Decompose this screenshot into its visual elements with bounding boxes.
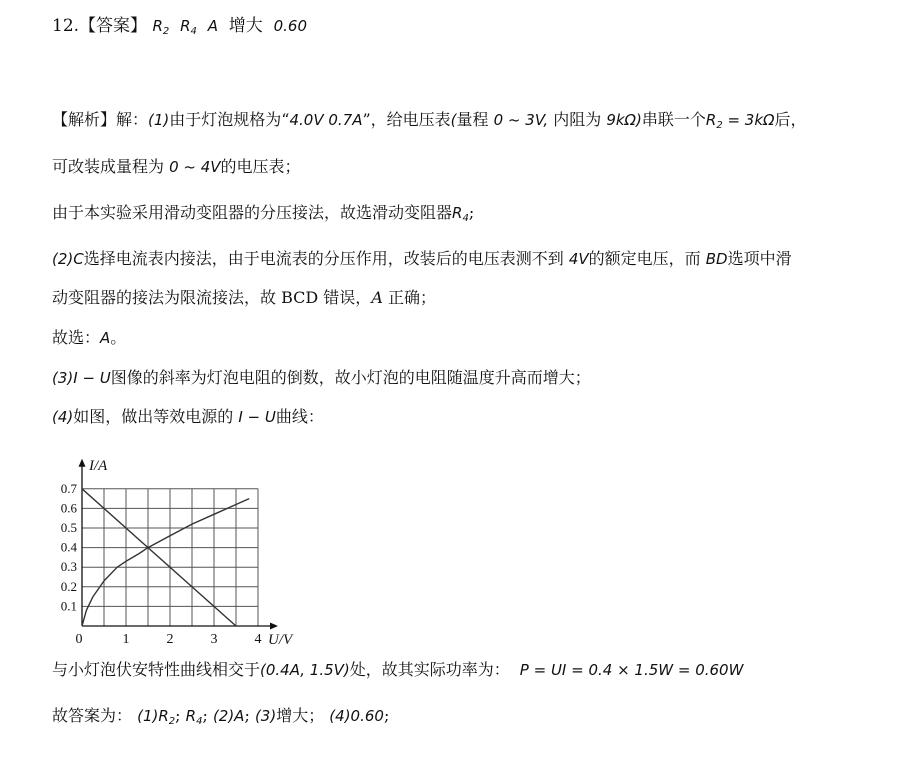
- iu-graph: [52, 438, 312, 650]
- text: I − U: [238, 408, 276, 426]
- origin-label: 0: [75, 632, 83, 647]
- text: $R_2 = 3k\Omega$: [705, 111, 775, 131]
- text: 4V: [568, 250, 589, 268]
- text: (1): [148, 111, 170, 129]
- text: 。: [110, 328, 127, 347]
- analysis-line-1: [52, 110, 807, 136]
- x-tick-label: 1: [122, 632, 130, 647]
- text: $(1)R_2$: [137, 707, 176, 727]
- answer-tag: 【答案】: [79, 16, 148, 36]
- text: 串联一个: [641, 110, 706, 129]
- analysis-line-8: [52, 407, 324, 427]
- answer-line: [52, 16, 307, 42]
- text: 由于本实验采用滑动变阻器的分压接法，故选滑动变阻器: [52, 203, 453, 222]
- graph-axes: [79, 458, 295, 648]
- text: (0.4A, 1.5V): [260, 661, 350, 679]
- x-tick-label: 4: [254, 632, 262, 647]
- text: 的额定电压，而: [588, 249, 706, 268]
- answer-r2: $R_2$: [152, 17, 170, 37]
- y-tick-label: 0.4: [60, 539, 77, 555]
- text: 解：: [116, 110, 149, 129]
- text: $R_4$: [185, 707, 203, 727]
- answer-a: A: [207, 17, 218, 35]
- x-tick-label: 3: [210, 632, 218, 647]
- text: 内阻为: [548, 110, 607, 129]
- text: ;: [244, 706, 250, 725]
- x-axis-arrow: [270, 623, 278, 630]
- graph-grid: [82, 489, 258, 626]
- y-axis-label: I/A: [89, 457, 108, 474]
- y-tick-label: 0.5: [60, 520, 77, 535]
- text: 量程: [456, 110, 494, 129]
- x-axis-label: U/V: [268, 632, 293, 648]
- y-tick-label: 0.2: [60, 578, 77, 594]
- answer-increase: 增大: [228, 16, 263, 36]
- analysis-line-5: [52, 288, 436, 308]
- answer-value: 0.60: [273, 17, 307, 35]
- text: A: [100, 329, 111, 347]
- analysis-line-4: [52, 249, 792, 269]
- analysis-line-3: [52, 203, 474, 229]
- text: 选择电流表内接法，由于电流表的分压作用，改装后的电压表测不到: [83, 249, 569, 268]
- question-number: 12.: [52, 16, 80, 36]
- text: A: [371, 288, 383, 307]
- text: 正确；: [382, 288, 436, 307]
- text: 可改装成量程为: [52, 157, 170, 176]
- text: 增大；: [276, 706, 325, 725]
- text: ;: [468, 203, 475, 222]
- text: (3): [254, 707, 277, 725]
- text: (4): [52, 408, 74, 426]
- text: 由于灯泡规格为“: [169, 110, 290, 129]
- text: 故答案为：: [52, 706, 133, 725]
- text: BD: [705, 250, 728, 268]
- analysis-line-2: [52, 157, 301, 177]
- graph-series: [82, 489, 249, 626]
- text: (: [450, 111, 457, 129]
- y-axis-arrow: [79, 459, 86, 467]
- x-tick-label: 2: [166, 632, 174, 647]
- text: ;: [175, 706, 181, 725]
- text: 后，: [774, 110, 807, 129]
- text: ;: [202, 706, 208, 725]
- analysis-line-9: [52, 660, 743, 680]
- y-tick-label: 0.6: [60, 500, 77, 516]
- y-tick-label: 0.3: [60, 559, 77, 575]
- text: 9kΩ): [606, 111, 642, 129]
- text: 动变阻器的接法为限流接法，故 BCD 错误，: [52, 288, 372, 307]
- text: 与小灯泡伏安特性曲线相交于: [52, 660, 261, 679]
- text: (2)A: [212, 707, 245, 725]
- text: (4)0.60: [329, 707, 384, 725]
- text: 0 ~ 3V,: [493, 111, 549, 129]
- analysis-line-6: [52, 328, 126, 348]
- answer-r4: $R_4$: [180, 17, 197, 37]
- text: (2)C: [52, 250, 84, 268]
- analysis-line-7: [52, 368, 591, 388]
- text: 0 ~ 4V: [169, 158, 221, 176]
- text: 选项中滑: [727, 249, 792, 268]
- analysis-tag: 【解析】: [52, 110, 117, 129]
- text: (3)I − U: [52, 369, 111, 387]
- text: 的电压表；: [220, 157, 301, 176]
- text: 4.0V 0.7A: [289, 111, 363, 129]
- text: P = UI = 0.4 × 1.5W = 0.60W: [519, 661, 744, 679]
- text: 故选：: [52, 328, 101, 347]
- text: 图像的斜率为灯泡电阻的倒数，故小灯泡的电阻随温度升高而增大；: [110, 368, 591, 387]
- y-tick-label: 0.7: [60, 480, 77, 496]
- text: ;: [383, 706, 390, 725]
- text: 如图，做出等效电源的: [73, 407, 239, 426]
- final-answer-line: [52, 706, 389, 732]
- text: 曲线：: [275, 407, 324, 426]
- text: $R_4$: [452, 204, 469, 224]
- equivalent-source-line: [82, 489, 236, 626]
- text: 处，故其实际功率为：: [349, 660, 510, 679]
- y-tick-label: 0.1: [60, 598, 77, 614]
- text: ”，给电压表: [362, 110, 451, 129]
